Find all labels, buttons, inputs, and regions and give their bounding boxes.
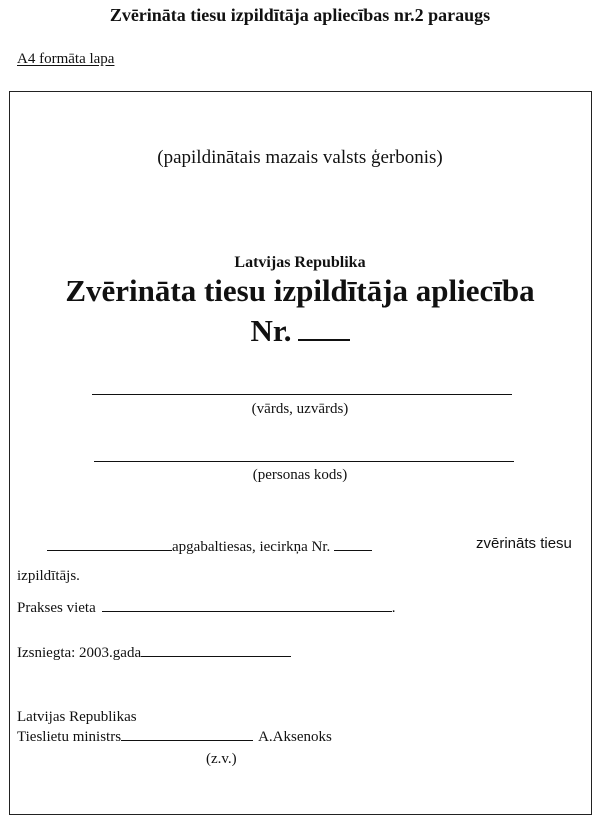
practice-row [17,598,395,617]
sworn-label: zvērināts tiesu [476,535,572,552]
minister-label: Tieslietu ministrs [17,729,122,745]
practice-blank [102,598,392,612]
minister-name: A.Aksenoks [258,729,332,745]
district-number-blank [334,537,372,551]
issued-label: Izsniegta: 2003.gada [17,645,142,661]
certificate-title: Zvērināta tiesu izpildītāja apliecība [65,273,535,308]
issued-row [17,643,291,662]
format-label: A4 formāta lapa [17,51,115,67]
minister-row [17,727,332,746]
personal-code-line [94,461,514,462]
document-title: Zvērināta tiesu izpildītāja apliecības nr.2 paraugs [109,5,491,25]
certificate-frame [9,91,592,815]
issued-date-blank [141,643,291,657]
executor-word: izpildītājs. [17,568,80,584]
seal-label: (z.v.) [206,751,237,767]
name-signature-line [92,394,512,395]
court-text: apgabaltiesas, iecirkņa Nr. [172,539,331,555]
personal-code-caption: (personas kods) [252,467,348,483]
practice-label: Prakses vieta [17,600,96,616]
republic-heading: Latvijas Republika [234,254,366,271]
certificate-number-row [0,311,600,350]
name-caption: (vārds, uzvārds) [251,401,349,417]
certificate-number-blank [298,311,350,341]
ministry-label: Latvijas Republikas [17,709,137,725]
practice-end: . [391,600,396,616]
coat-of-arms-placeholder: (papildinātais mazais valsts ģerbonis) [157,147,443,168]
certificate-number-label: Nr. [250,313,292,348]
minister-signature-blank [121,727,253,741]
court-blank [47,537,172,551]
court-row [47,537,372,556]
